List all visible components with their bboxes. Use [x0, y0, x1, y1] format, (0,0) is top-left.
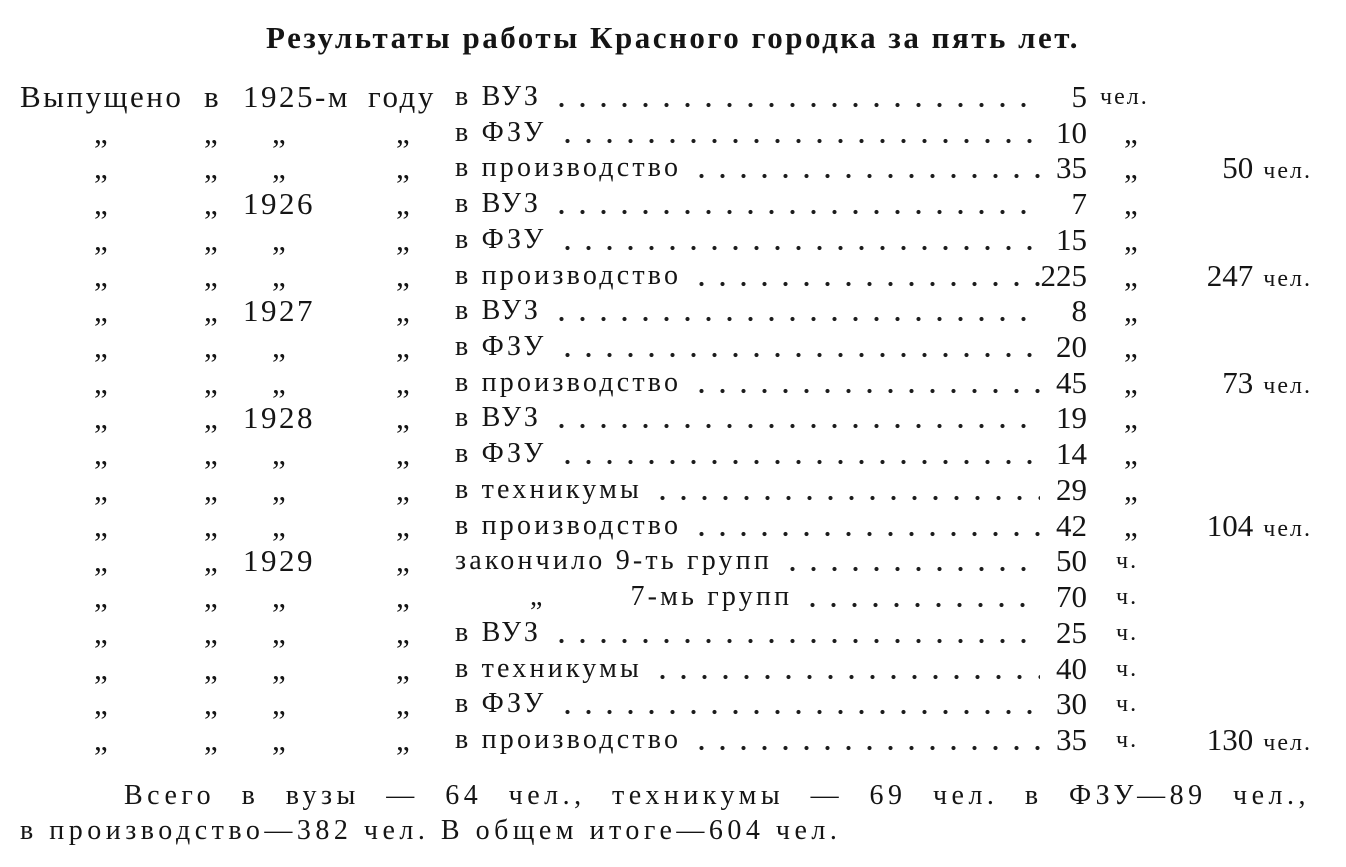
year-total-value: 104	[1206, 507, 1254, 543]
count-unit: чел.	[1100, 84, 1149, 110]
destination-label: в производство	[455, 509, 682, 541]
year-total-unit: чел.	[1263, 372, 1312, 399]
count-value: 10	[1056, 114, 1087, 150]
dot-leader	[691, 508, 1040, 544]
destination-label: в ВУЗ	[455, 616, 542, 648]
released-label: Выпущено	[20, 79, 184, 114]
count-unit: „	[1124, 436, 1140, 472]
released-label: „	[94, 257, 108, 293]
summary-line-2: в производство—382 чел. В общем итоге—604 чел.	[20, 815, 842, 846]
released-label: „	[94, 614, 108, 650]
year-word: „	[396, 186, 410, 222]
count-value: 42	[1056, 507, 1087, 543]
preposition-in: „	[204, 114, 218, 150]
preposition-in: „	[204, 364, 218, 400]
dot-leader	[652, 651, 1040, 687]
year: „	[272, 507, 286, 543]
year-total	[1140, 722, 1312, 761]
year: „	[272, 221, 286, 257]
preposition-in: „	[204, 293, 218, 329]
year-total-value: 50	[1222, 150, 1254, 186]
year: „	[272, 650, 286, 686]
table-row	[0, 186, 1346, 222]
table-row	[0, 293, 1346, 329]
table-row	[0, 508, 1346, 544]
count-unit: „	[1124, 507, 1140, 543]
year-word: „	[396, 614, 410, 650]
table-row	[0, 472, 1346, 508]
preposition-in: „	[204, 507, 218, 543]
destination-label: в ФЗУ	[455, 438, 547, 470]
preposition-in: „	[204, 686, 218, 722]
year-total	[1140, 508, 1312, 547]
destination	[455, 579, 1040, 615]
count-value: 45	[1056, 364, 1087, 400]
dot-leader	[551, 400, 1040, 436]
summary-line-1: Всего в вузы — 64 чел., техникумы — 69 чел. в ФЗУ—89 чел.,	[124, 780, 1310, 811]
year-total-value: 247	[1206, 257, 1254, 293]
year: „	[272, 471, 286, 507]
preposition-in: „	[204, 543, 218, 579]
year-word: „	[396, 221, 410, 257]
table-row	[0, 365, 1346, 401]
year: 1925-м	[243, 79, 350, 114]
count-value: 225	[1040, 257, 1087, 293]
year-word: „	[396, 579, 410, 615]
destination	[455, 686, 1040, 722]
preposition-in: „	[204, 150, 218, 186]
released-label: „	[94, 364, 108, 400]
year-total-unit: чел.	[1263, 265, 1312, 292]
destination	[455, 543, 1040, 579]
destination	[455, 293, 1040, 329]
destination-label: в ВУЗ	[455, 295, 542, 327]
preposition-in: „	[204, 257, 218, 293]
year-word: „	[396, 257, 410, 293]
year-total-value: 130	[1206, 721, 1254, 757]
table-row	[0, 258, 1346, 294]
destination-label: в техникумы	[455, 473, 643, 505]
preposition-in: „	[204, 436, 218, 472]
year: „	[272, 257, 286, 293]
count-unit: ч.	[1116, 619, 1139, 646]
released-label: „	[94, 507, 108, 543]
year: „	[272, 364, 286, 400]
year-word: „	[396, 329, 410, 365]
released-label: „	[94, 471, 108, 507]
count-value: 70	[1056, 579, 1087, 615]
year-word: „	[396, 436, 410, 472]
released-label: „	[94, 436, 108, 472]
table-row	[0, 222, 1346, 258]
count-value: 20	[1056, 329, 1087, 365]
count-unit: ч.	[1116, 655, 1139, 682]
table-row	[0, 115, 1346, 151]
dot-leader	[557, 115, 1041, 151]
year: 1929	[243, 543, 315, 579]
year: „	[272, 579, 286, 615]
count-value: 29	[1056, 471, 1087, 507]
destination	[455, 79, 1040, 115]
table-row	[0, 79, 1346, 115]
preposition-in: „	[204, 579, 218, 615]
year-word: „	[396, 114, 410, 150]
destination-label: в производство	[455, 259, 682, 291]
table-row	[0, 686, 1346, 722]
count-value: 7	[1071, 186, 1087, 222]
table-row	[0, 436, 1346, 472]
count-value: 15	[1056, 221, 1087, 257]
destination	[455, 508, 1040, 544]
destination-label: в производство	[455, 152, 682, 184]
year-word: „	[396, 686, 410, 722]
preposition-in: „	[204, 400, 218, 436]
year-total	[1140, 258, 1312, 297]
destination-ditto-mark: „	[530, 581, 543, 613]
count-unit: „	[1124, 114, 1140, 150]
count-unit: „	[1124, 400, 1140, 436]
released-label: „	[94, 329, 108, 365]
year-word: году	[368, 79, 436, 114]
preposition-in: „	[204, 721, 218, 757]
count-value: 35	[1056, 721, 1087, 757]
count-unit: „	[1124, 329, 1140, 365]
released-label: „	[94, 686, 108, 722]
table-row	[0, 543, 1346, 579]
count-unit: „	[1124, 221, 1140, 257]
released-label: „	[94, 400, 108, 436]
summary-paragraph	[20, 778, 1310, 848]
year: „	[272, 114, 286, 150]
year: 1927	[243, 293, 315, 329]
year: „	[272, 150, 286, 186]
preposition-in: „	[204, 614, 218, 650]
destination	[455, 722, 1040, 758]
year-total-unit: чел.	[1263, 729, 1312, 756]
table-row	[0, 615, 1346, 651]
count-unit: „	[1124, 150, 1140, 186]
preposition-in: „	[204, 471, 218, 507]
destination-label: в ВУЗ	[455, 402, 542, 434]
year-total	[1140, 365, 1312, 404]
year: „	[272, 721, 286, 757]
year-total-value: 73	[1222, 364, 1254, 400]
year: „	[272, 614, 286, 650]
destination-label: в ФЗУ	[455, 688, 547, 720]
count-unit: „	[1124, 293, 1140, 329]
year-word: „	[396, 543, 410, 579]
year-total	[1140, 150, 1312, 189]
year: 1926	[243, 186, 315, 222]
destination	[455, 436, 1040, 472]
count-value: 50	[1056, 543, 1087, 579]
count-value: 8	[1071, 293, 1087, 329]
year-word: „	[396, 400, 410, 436]
dot-leader	[691, 722, 1040, 758]
preposition-in: в	[204, 79, 222, 114]
year-word: „	[396, 650, 410, 686]
released-label: „	[94, 650, 108, 686]
year: 1928	[243, 400, 315, 436]
destination-label: в техникумы	[455, 652, 643, 684]
count-value: 25	[1056, 614, 1087, 650]
year-total-unit: чел.	[1263, 158, 1312, 185]
dot-leader	[691, 258, 1040, 294]
dot-leader	[551, 79, 1040, 115]
destination-label: в производство	[455, 723, 682, 755]
destination-label: в ФЗУ	[455, 331, 547, 363]
destination-label: в ФЗУ	[455, 223, 547, 255]
count-unit: ч.	[1116, 548, 1139, 575]
count-unit: ч.	[1116, 691, 1139, 718]
count-value: 30	[1056, 686, 1087, 722]
year-word: „	[396, 471, 410, 507]
count-value: 19	[1056, 400, 1087, 436]
preposition-in: „	[204, 221, 218, 257]
count-unit: ч.	[1116, 584, 1139, 611]
table-row	[0, 722, 1346, 758]
table-row	[0, 651, 1346, 687]
year-word: „	[396, 721, 410, 757]
released-label: „	[94, 579, 108, 615]
dot-leader	[691, 365, 1040, 401]
preposition-in: „	[204, 186, 218, 222]
table-row	[0, 329, 1346, 365]
dot-leader	[551, 615, 1040, 651]
released-label: „	[94, 186, 108, 222]
destination	[455, 186, 1040, 222]
destination-label: 7-мь групп	[630, 581, 793, 613]
table-row	[0, 400, 1346, 436]
destination	[455, 150, 1040, 186]
table-row	[0, 150, 1346, 186]
year-word: „	[396, 150, 410, 186]
count-value: 35	[1056, 150, 1087, 186]
preposition-in: „	[204, 329, 218, 365]
destination-label: закончило 9-ть групп	[455, 545, 773, 577]
count-unit: „	[1124, 257, 1140, 293]
dot-leader	[557, 329, 1041, 365]
destination	[455, 400, 1040, 436]
results-table	[0, 79, 1346, 758]
count-unit: ч.	[1116, 726, 1139, 753]
dot-leader	[557, 686, 1041, 722]
preposition-in: „	[204, 650, 218, 686]
dot-leader	[691, 150, 1040, 186]
destination-label: в ВУЗ	[455, 81, 542, 112]
count-unit: „	[1124, 186, 1140, 222]
destination	[455, 472, 1040, 508]
released-label: „	[94, 721, 108, 757]
released-label: „	[94, 114, 108, 150]
year: „	[272, 436, 286, 472]
dot-leader	[557, 436, 1041, 472]
released-label: „	[94, 221, 108, 257]
dot-leader	[557, 222, 1041, 258]
destination-label: в ФЗУ	[455, 116, 547, 148]
destination	[455, 222, 1040, 258]
dot-leader	[652, 472, 1040, 508]
table-row	[0, 579, 1346, 615]
year-word: „	[396, 293, 410, 329]
year: „	[272, 686, 286, 722]
released-label: „	[94, 150, 108, 186]
dot-leader	[551, 293, 1040, 329]
released-label: „	[94, 293, 108, 329]
count-unit: „	[1124, 364, 1140, 400]
destination	[455, 615, 1040, 651]
destination	[455, 651, 1040, 687]
count-value: 14	[1056, 436, 1087, 472]
page-title: Результаты работы Красного городка за пять лет.	[266, 20, 1080, 55]
destination	[455, 329, 1040, 365]
destination	[455, 258, 1040, 294]
destination-label: в ВУЗ	[455, 188, 542, 220]
year: „	[272, 329, 286, 365]
year-word: „	[396, 364, 410, 400]
count-value: 40	[1056, 650, 1087, 686]
count-unit: „	[1124, 471, 1140, 507]
year-total-unit: чел.	[1263, 515, 1312, 542]
year-word: „	[396, 507, 410, 543]
released-label: „	[94, 543, 108, 579]
destination-label: в производство	[455, 366, 682, 398]
dot-leader	[551, 186, 1040, 222]
destination	[455, 365, 1040, 401]
count-value: 5	[1071, 79, 1087, 114]
destination	[455, 115, 1040, 151]
